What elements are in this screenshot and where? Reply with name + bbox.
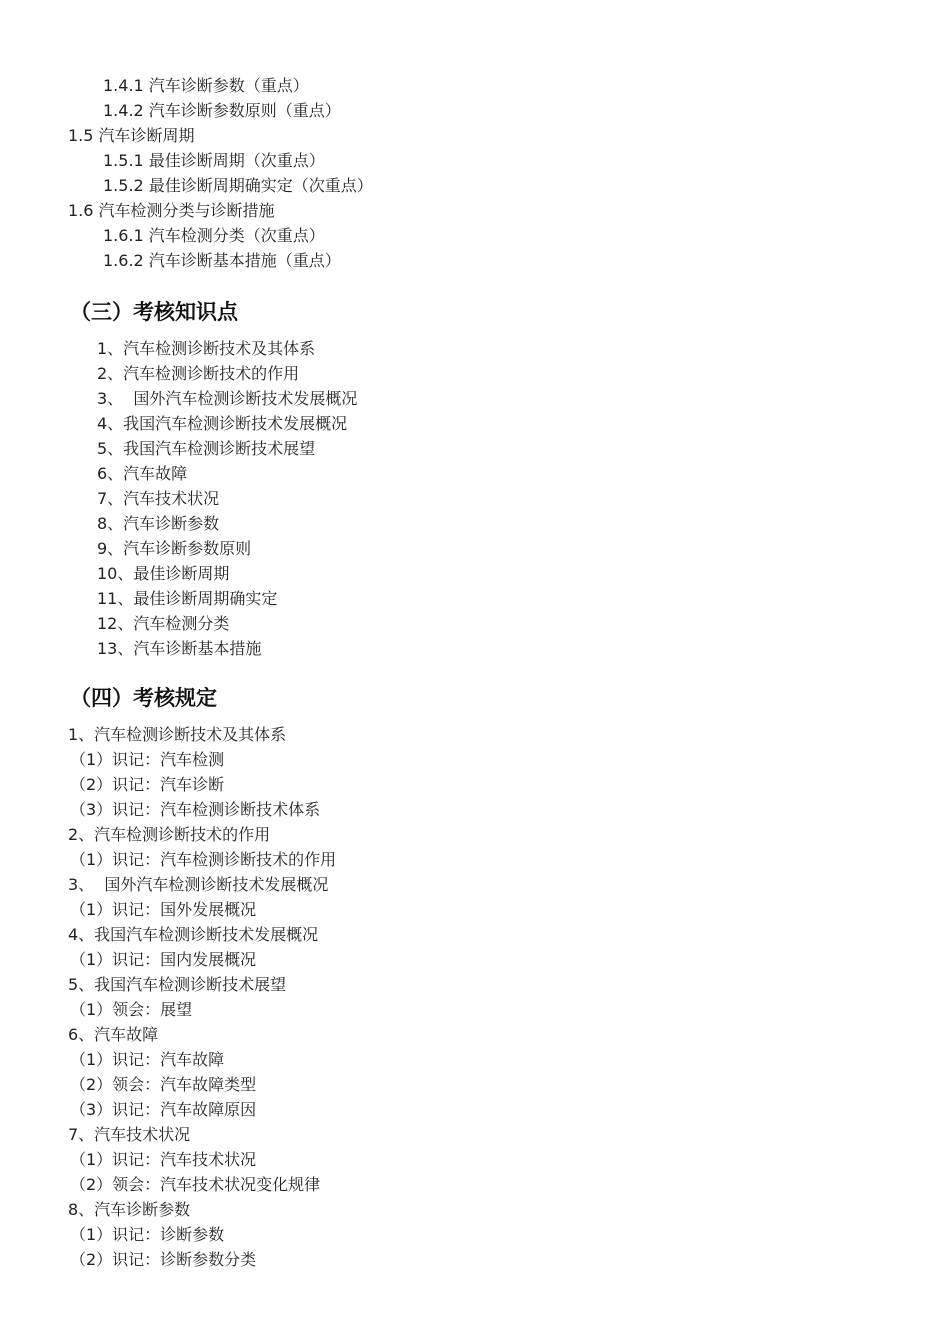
requirement-heading: 7、汽车技术状况 <box>68 1125 191 1144</box>
list-item: 3、 国外汽车检测诊断技术发展概况 <box>97 389 358 408</box>
requirement-item: （3）识记：汽车检测诊断技术体系 <box>70 800 321 819</box>
requirement-heading: 8、汽车诊断参数 <box>68 1200 191 1219</box>
section-title: （三）考核知识点 <box>70 300 238 324</box>
requirement-item: （1）领会：展望 <box>70 1000 193 1019</box>
requirement-heading: 6、汽车故障 <box>68 1025 159 1044</box>
requirement-item: （1）识记：汽车检测诊断技术的作用 <box>70 850 337 869</box>
outline-item: 1.4.2 汽车诊断参数原则（重点） <box>103 101 341 120</box>
list-item: 8、汽车诊断参数 <box>97 514 220 533</box>
requirement-heading: 5、我国汽车检测诊断技术展望 <box>68 975 287 994</box>
list-item: 11、最佳诊断周期确实定 <box>97 589 278 608</box>
requirement-item: （1）识记：汽车检测 <box>70 750 225 769</box>
requirement-heading: 1、汽车检测诊断技术及其体系 <box>68 725 287 744</box>
outline-item: 1.5.2 最佳诊断周期确实定（次重点） <box>103 176 373 195</box>
list-item: 4、我国汽车检测诊断技术发展概况 <box>97 414 348 433</box>
list-item: 10、最佳诊断周期 <box>97 564 230 583</box>
requirement-item: （1）识记：国内发展概况 <box>70 950 257 969</box>
list-item: 7、汽车技术状况 <box>97 489 220 508</box>
requirement-item: （1）识记：国外发展概况 <box>70 900 257 919</box>
section-title: （四）考核规定 <box>70 686 217 710</box>
requirement-item: （2）领会：汽车技术状况变化规律 <box>70 1175 321 1194</box>
list-item: 1、汽车检测诊断技术及其体系 <box>97 339 316 358</box>
requirement-item: （1）识记：汽车故障 <box>70 1050 225 1069</box>
outline-item: 1.4.1 汽车诊断参数（重点） <box>103 76 309 95</box>
requirement-item: （3）识记：汽车故障原因 <box>70 1100 257 1119</box>
list-item: 9、汽车诊断参数原则 <box>97 539 252 558</box>
list-item: 6、汽车故障 <box>97 464 188 483</box>
requirement-item: （2）领会：汽车故障类型 <box>70 1075 257 1094</box>
requirement-item: （2）识记：汽车诊断 <box>70 775 225 794</box>
outline-item: 1.6.1 汽车检测分类（次重点） <box>103 226 325 245</box>
requirement-item: （1）识记：汽车技术状况 <box>70 1150 257 1169</box>
outline-item: 1.6.2 汽车诊断基本措施（重点） <box>103 251 341 270</box>
list-item: 5、我国汽车检测诊断技术展望 <box>97 439 316 458</box>
requirement-item: （1）识记：诊断参数 <box>70 1225 225 1244</box>
list-item: 2、汽车检测诊断技术的作用 <box>97 364 300 383</box>
outline-heading: 1.5 汽车诊断周期 <box>68 126 195 145</box>
requirement-heading: 3、 国外汽车检测诊断技术发展概况 <box>68 875 329 894</box>
requirement-item: （2）识记：诊断参数分类 <box>70 1250 257 1269</box>
list-item: 13、汽车诊断基本措施 <box>97 639 262 658</box>
outline-heading: 1.6 汽车检测分类与诊断措施 <box>68 201 275 220</box>
outline-item: 1.5.1 最佳诊断周期（次重点） <box>103 151 325 170</box>
list-item: 12、汽车检测分类 <box>97 614 230 633</box>
requirement-heading: 2、汽车检测诊断技术的作用 <box>68 825 271 844</box>
requirement-heading: 4、我国汽车检测诊断技术发展概况 <box>68 925 319 944</box>
